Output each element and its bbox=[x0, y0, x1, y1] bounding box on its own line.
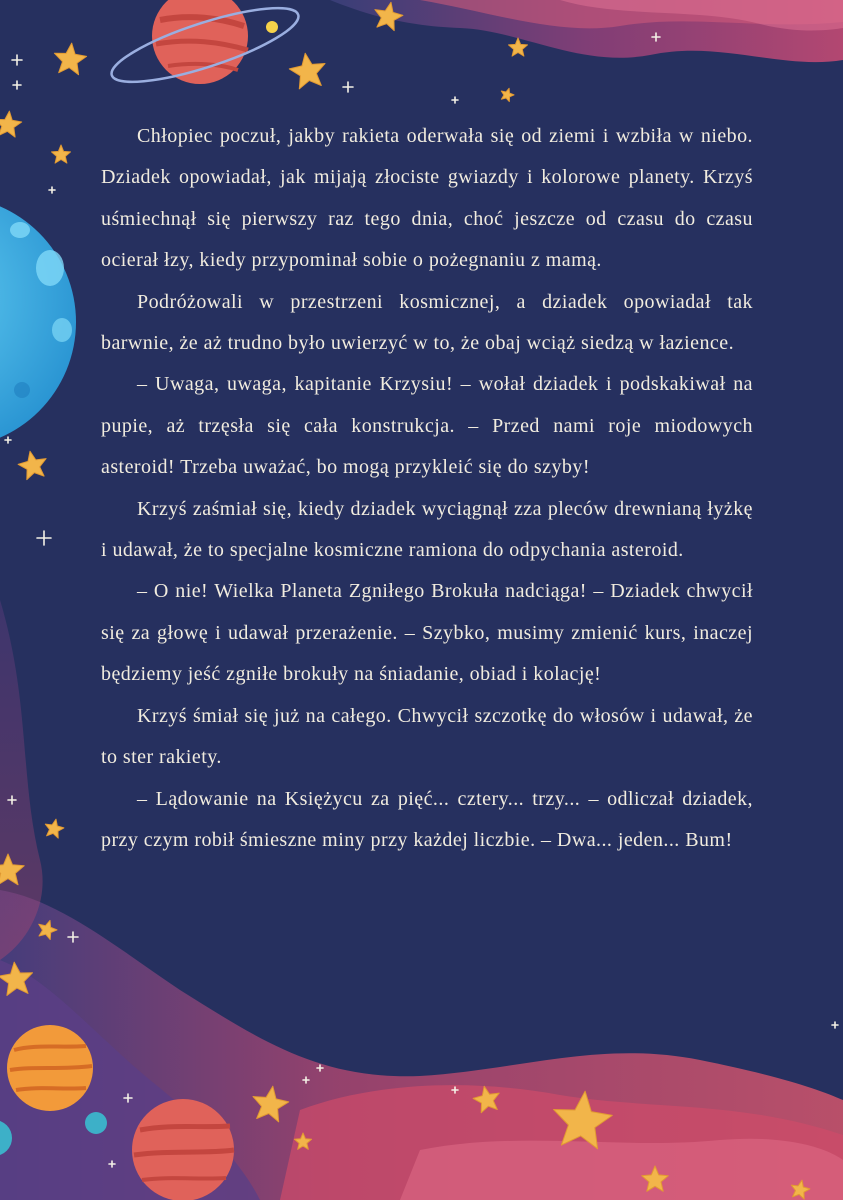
planet-icon bbox=[7, 1025, 93, 1111]
paragraph: – Lądowanie na Księżycu za pięć... cztery... trzy... – odliczał dziadek, przy czym robił śmieszne miny przy każdej liczbie. – Dwa... jeden... Bum! bbox=[101, 787, 753, 851]
paragraph: Krzyś śmiał się już na całego. Chwycił szczotkę do włosów i udawał, że to ster rakiety. bbox=[101, 704, 753, 769]
planet-icon bbox=[132, 1099, 234, 1200]
paragraph: – Uwaga, uwaga, kapitanie Krzysiu! – wołał dziadek i podskakiwał na pupie, aż trzęsła się cała konstrukcja. – Przed nami roje miodowych asteroid! Trzeba uważać, bo mogą przykleić się do szyby! bbox=[101, 373, 753, 479]
paragraph: Krzyś zaśmiał się, kiedy dziadek wyciągnął zza pleców drewnianą łyżkę i udawał, że to specjalne kosmiczne ramiona do odpychania asteroid. bbox=[101, 497, 753, 562]
paragraph: – O nie! Wielka Planeta Zgniłego Brokuła nadciąga! – Dziadek chwycił się za głowę i udawał przerażenie. – Szybko, musimy zmienić kurs, inaczej będziemy jeść zgniłe brokuły na śniadanie, obiad i kolację! bbox=[101, 580, 753, 686]
story-text bbox=[101, 116, 753, 861]
paragraph: Chłopiec poczuł, jakby rakieta oderwała się od ziemi i wzbiła w niebo. Dziadek opowiadał, jak mijają złociste gwiazdy i kolorowe planety. Krzyś uśmiechnął się pierwszy raz tego dnia, choć jeszcze od czasu do czasu ocierał łzy, kiedy przypominał sobie o pożegnaniu z mamą. bbox=[101, 125, 753, 272]
paragraph: Podróżowali w przestrzeni kosmicznej, a dziadek opowiadał tak barwnie, że aż trudno było uwierzyć w to, że obaj wciąż siedzą w łazience. bbox=[101, 290, 753, 355]
planet-icon bbox=[85, 1112, 107, 1134]
